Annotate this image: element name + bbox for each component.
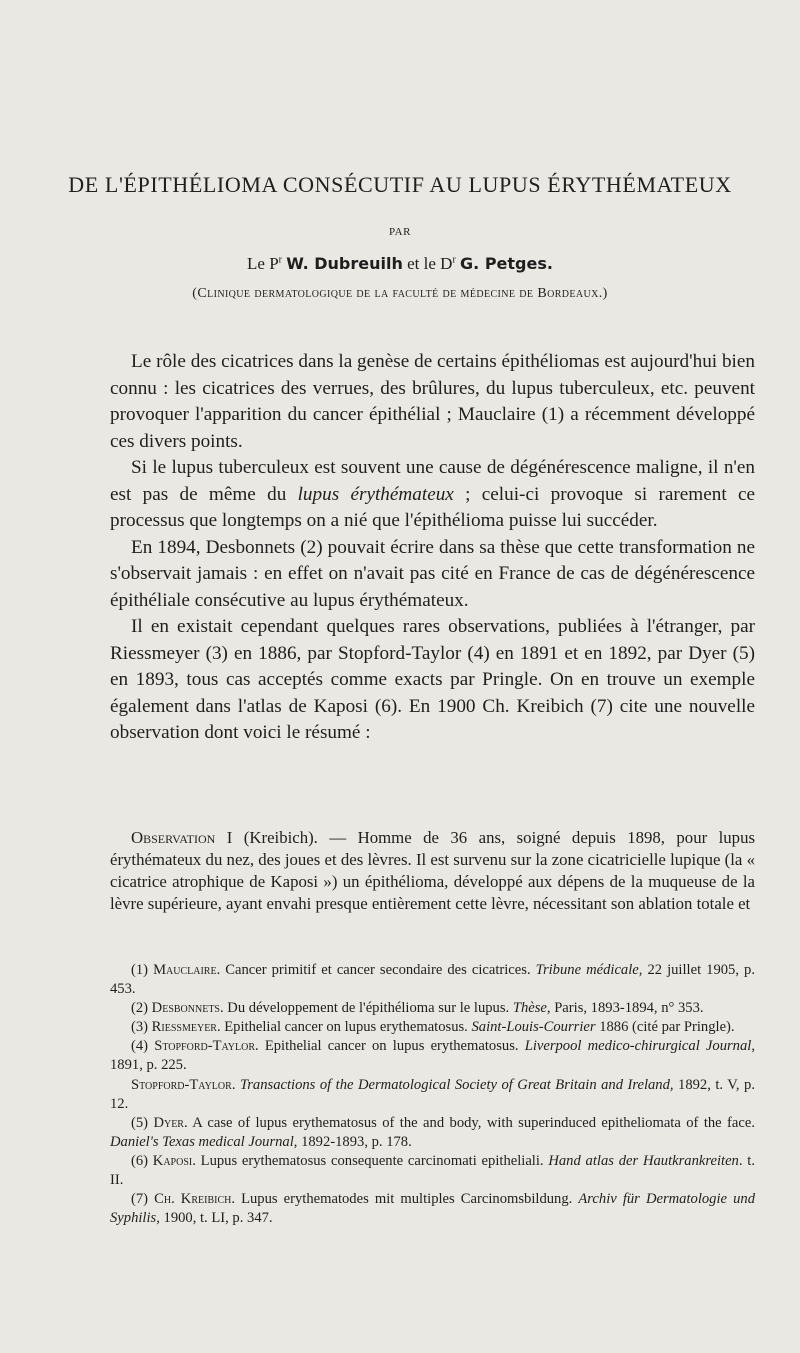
- footnote: [110, 1190, 755, 1228]
- footnote-source: Liverpool medico-chirurgical Journal: [524, 1038, 752, 1055]
- footnote-rest: , 1891, p. 225.: [110, 1038, 755, 1074]
- footnote-source: Archiv für Dermatologie und Syphilis: [110, 1191, 755, 1227]
- paragraph-2-italic: lupus érythémateux: [297, 483, 454, 505]
- footnote-text: . Cancer primitif et cancer secondaire des cicatrices.: [216, 962, 536, 978]
- footnote-author: Kaposi: [152, 1152, 193, 1169]
- author1-title-sup: r: [278, 254, 283, 266]
- paragraph-2-start: Si le lupus tuberculeux est souvent une cause de dégénérescence maligne, il n'en est pas de même du: [110, 457, 755, 505]
- footnote-rest: . t. II.: [110, 1152, 755, 1189]
- footnote-source: Hand atlas der Hautkrankreiten: [548, 1152, 739, 1169]
- paragraph-4: Il en existait cependant quelques rares observations, publiées à l'étranger, par Riessmeyer (3) en 1886, par Stopford-Taylor (4) en 1891 et en 1892, par Dyer (5) en 1893, tous cas acceptés comme exacts par Pringle. On en trouve un exemple également dans l'atlas de Kaposi (6). En 1900 Ch. Kreibich (7) cite une nouvelle observation dont voici le résumé :: [110, 616, 755, 743]
- footnote-text: . A case of lupus erythematosus of the and body, with superinduced epitheliomata of the face.: [183, 1114, 755, 1131]
- author2-title-sup: r: [452, 254, 456, 266]
- footnote-num: (6): [131, 1152, 153, 1169]
- footnote: [110, 1152, 755, 1190]
- par-label: PAR: [389, 226, 411, 238]
- article-title: DE L'ÉPITHÉLIOMA CONSÉCUTIF AU LUPUS ÉRYTHÉMATEUX: [68, 172, 732, 197]
- footnote-source: Tribune médicale: [535, 962, 639, 978]
- paragraph-2: [110, 455, 755, 535]
- footnote-text: . Lupus erythematodes mit multiples Carcinomsbildung.: [231, 1191, 579, 1208]
- footnotes: [110, 961, 755, 1228]
- paragraph-3: En 1894, Desbonnets (2) pouvait écrire dans sa thèse que cette transformation ne s'observait jamais : en effet on n'avait pas cité en France de cas de dégénérescence épithéliale consécutive au lupus érythémateux.: [110, 536, 755, 611]
- observation-block: [110, 827, 755, 915]
- footnote-author: Ch. Kreibich: [154, 1191, 232, 1208]
- footnote-text: . Epithelial cancer on lupus erythematosus.: [255, 1038, 525, 1055]
- footnote-rest: , Paris, 1893-1894, n° 353.: [546, 1000, 704, 1017]
- footnote-source: Saint-Louis-Courrier: [471, 1019, 596, 1036]
- footnote-author: Riessmeyer: [151, 1019, 217, 1036]
- footnote-author: Stopford-Taylor: [154, 1038, 256, 1055]
- footnote-rest: , 22 juillet 1905, p. 453.: [110, 962, 755, 998]
- footnote: [110, 1114, 755, 1152]
- affiliation: (Clinique dermatologique de la faculté de médecine de Bordeaux.): [192, 286, 608, 301]
- footnote: [110, 1076, 755, 1114]
- observation-label: Observation I: [131, 828, 233, 847]
- footnote-rest: , 1892-1893, p. 178.: [293, 1133, 412, 1150]
- paragraph-1: Le rôle des cicatrices dans la genèse de certains épithéliomas est aujourd'hui bien connu : les cicatrices des verrues, des brûlures, du lupus tuberculeux, etc. peuvent provoquer l'apparition du cancer épithélial ; Mauclaire (1) a récemment développé ces divers points.: [110, 351, 755, 452]
- footnote-text: .: [231, 1076, 240, 1093]
- footnote: [110, 999, 755, 1018]
- footnote-text: . Epithelial cancer on lupus erythematosus.: [216, 1019, 472, 1036]
- author2-name: G. Petges.: [460, 254, 553, 273]
- footnote-num: (4): [131, 1038, 155, 1055]
- paragraph-2-end: ; celui-ci provoque si rarement ce processus que longtemps on a nié que l'épithélioma puisse lui succéder.: [110, 483, 755, 531]
- footnote-rest: , 1892, t. V, p. 12.: [110, 1076, 755, 1112]
- body-text: [110, 349, 755, 747]
- footnote-source: Daniel's Texas medical Journal: [110, 1133, 294, 1150]
- footnote-num: (1): [131, 962, 154, 978]
- observation-paragraph: [110, 827, 755, 915]
- observation-text: (Kreibich). — Homme de 36 ans, soigné depuis 1898, pour lupus érythémateux du nez, des joues et des lèvres. Il est survenu sur la zone cicatricielle lupique (la « cicatrice atrophique de Kaposi ») un épithélioma, développé aux dépens de la muqueuse de la lèvre supérieure, ayant envahi presque entièrement cette lèvre, nécessitant son ablation totale et: [110, 828, 755, 913]
- footnote-rest: 1886 (cité par Pringle).: [595, 1019, 735, 1036]
- footnote-text: . Lupus erythematosus consequente carcinomati epitheliali.: [192, 1152, 549, 1169]
- footnote-num: (2): [131, 1000, 152, 1017]
- footnote-num: (5): [131, 1114, 154, 1131]
- footnote: [110, 1018, 755, 1037]
- footnote-num: (3): [131, 1019, 152, 1036]
- footnote-author: Mauclaire: [153, 962, 217, 978]
- footnote-num: (7): [131, 1191, 155, 1208]
- authors-connector: et le D: [402, 254, 453, 273]
- authors-line: [0, 254, 800, 274]
- footnote-text: . Du développement de l'épithélioma sur le lupus.: [220, 1000, 513, 1017]
- footnote-source: Transactions of the Dermatological Society of Great Britain and Ireland: [239, 1076, 670, 1093]
- footnote-author: Desbonnets: [151, 1000, 220, 1017]
- footnote: [110, 1037, 755, 1075]
- author1-name: W. Dubreuilh: [286, 254, 403, 273]
- footnote: [110, 961, 755, 999]
- footnote-author: Stopford-Taylor: [131, 1076, 232, 1093]
- footnote-source: Thèse: [512, 1000, 547, 1017]
- footnote-author: Dyer: [153, 1114, 184, 1131]
- author1-prefix: Le P: [247, 254, 279, 273]
- footnote-rest: , 1900, t. LI, p. 347.: [156, 1210, 273, 1227]
